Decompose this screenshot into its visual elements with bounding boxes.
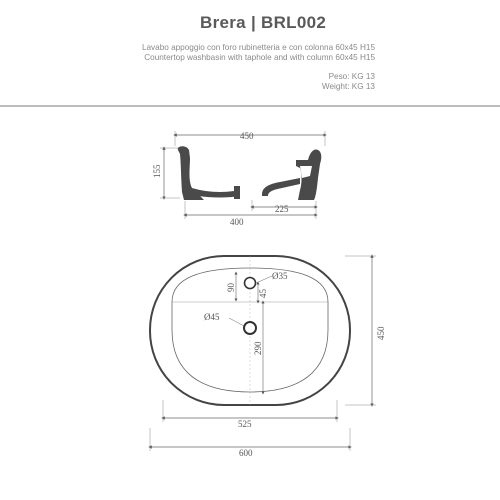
basin-section-floor-left [192, 188, 240, 198]
tap-hole-label: Ø35 [272, 271, 288, 281]
subtitle-italian: Lavabo appoggio con foro rubinetteria e con colonna 60x45 H15 [141, 43, 375, 52]
dim-45-label: 45 [258, 289, 268, 298]
plan-view [150, 256, 386, 458]
dim-600-label: 600 [239, 448, 253, 458]
dim-290-label: 290 [253, 341, 263, 355]
drain-hole [244, 322, 256, 334]
dim-height-label: 155 [152, 164, 162, 178]
dim-450-label: 450 [376, 326, 386, 340]
dim-bottom-label: 400 [230, 217, 244, 227]
dim-90-label: 90 [226, 283, 236, 292]
dim-525-label: 525 [238, 419, 252, 429]
tap-hole [245, 278, 256, 289]
dim-top-label: 450 [240, 131, 254, 141]
subtitle-english: Countertop washbasin with taphole and with column 60x45 H15 [144, 53, 375, 62]
basin-section-floor-right [262, 178, 300, 196]
page-title: Brera | BRL002 [200, 13, 327, 32]
weight-italian: Peso: KG 13 [328, 72, 375, 81]
section-view [152, 131, 325, 227]
drain-hole-label: Ø45 [204, 312, 220, 322]
weight-english: Weight: KG 13 [321, 82, 375, 91]
drain-outlet [234, 186, 240, 199]
dim-bottom-inner-label: 225 [275, 204, 289, 214]
